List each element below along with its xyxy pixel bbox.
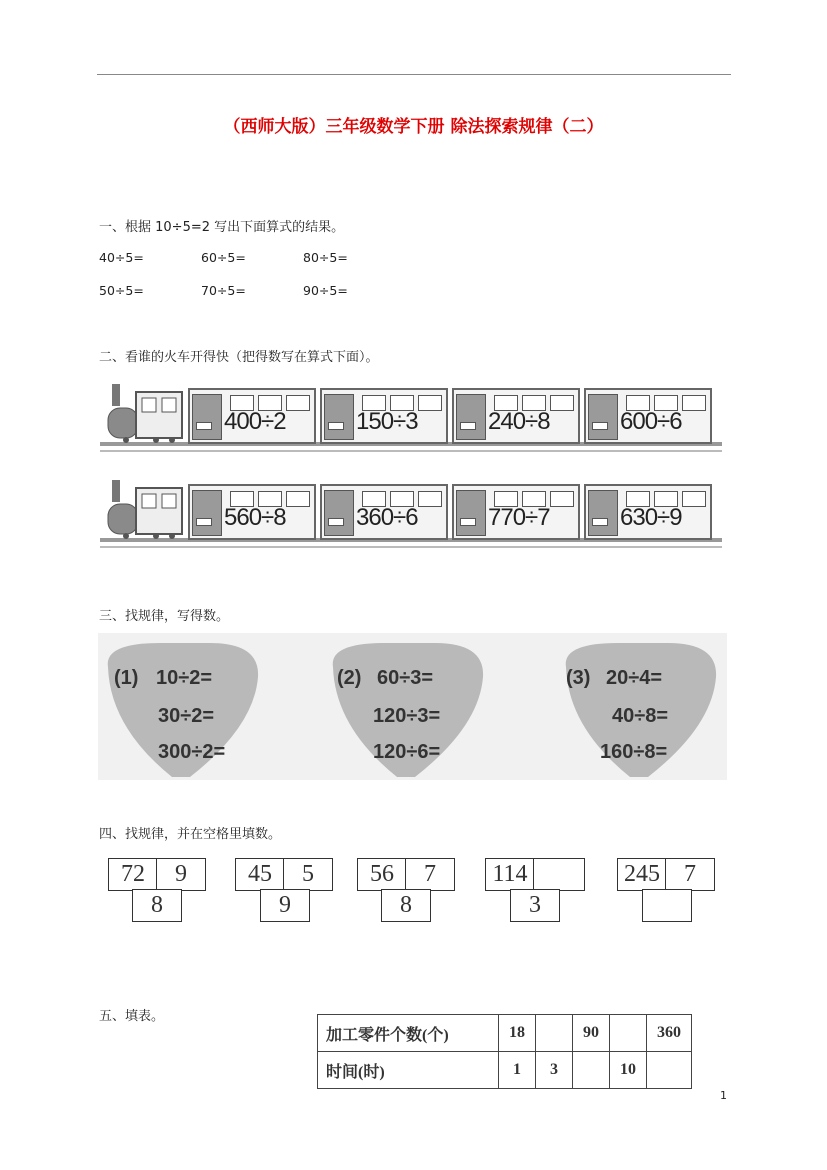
train-car (452, 388, 580, 444)
car-expression: 360÷6 (356, 504, 418, 531)
row-label: 时间(时) (318, 1052, 499, 1089)
fill-table (317, 1014, 692, 1089)
table-row (318, 1052, 692, 1089)
q1-expr: 90÷5= (303, 283, 348, 298)
group-line: 120÷3= (373, 705, 441, 727)
box-quotient-blank[interactable] (642, 889, 692, 922)
train-car (320, 484, 448, 540)
train-car (584, 388, 712, 444)
group-line: 10÷2= (156, 667, 213, 689)
page-title: （西师大版）三年级数学下册 除法探索规律（二） (223, 117, 604, 137)
table-cell: 1 (499, 1052, 536, 1089)
strawberry-group-2 (325, 637, 487, 779)
strawberry-group-3 (558, 637, 720, 779)
q3-heading: 三、找规律，写得数。 (99, 609, 230, 624)
q1-expr: 70÷5= (201, 283, 246, 298)
q4-heading: 四、找规律，并在空格里填数。 (99, 827, 282, 842)
box-divisor: 5 (283, 858, 333, 891)
box-dividend: 56 (357, 858, 407, 891)
row-label: 加工零件个数(个) (318, 1015, 499, 1052)
car-expression: 770÷7 (488, 504, 550, 531)
locomotive-icon (106, 476, 184, 540)
car-expression: 400÷2 (224, 408, 286, 435)
train-1 (100, 380, 722, 460)
q1-expr: 80÷5= (303, 250, 348, 265)
train-car (188, 484, 316, 540)
group-line: 40÷8= (612, 705, 669, 727)
car-expression: 560÷8 (224, 504, 286, 531)
group-line: 160÷8= (600, 741, 668, 763)
group-line: 300÷2= (158, 741, 226, 763)
group-line: 30÷2= (158, 705, 215, 727)
train-car (452, 484, 580, 540)
car-expression: 600÷6 (620, 408, 682, 435)
q5-heading: 五、填表。 (99, 1009, 165, 1024)
table-cell-blank[interactable] (610, 1015, 647, 1052)
q1-expr: 40÷5= (99, 250, 144, 265)
box-dividend: 114 (485, 858, 535, 891)
box-dividend: 245 (617, 858, 667, 891)
table-cell: 10 (610, 1052, 647, 1089)
group-label: (1) (114, 667, 139, 689)
q1-expr: 50÷5= (99, 283, 144, 298)
group-line: 120÷6= (373, 741, 441, 763)
box-quotient: 9 (260, 889, 310, 922)
table-cell-blank[interactable] (647, 1052, 692, 1089)
group-label: (3) (566, 667, 591, 689)
train-car (584, 484, 712, 540)
table-cell: 90 (573, 1015, 610, 1052)
box-quotient: 8 (381, 889, 431, 922)
table-cell: 3 (536, 1052, 573, 1089)
car-expression: 240÷8 (488, 408, 550, 435)
box-divisor: 7 (405, 858, 455, 891)
q1-expr: 60÷5= (201, 250, 246, 265)
car-expression: 150÷3 (356, 408, 418, 435)
train-car (320, 388, 448, 444)
box-quotient: 8 (132, 889, 182, 922)
group-line: 20÷4= (606, 667, 663, 689)
table-cell-blank[interactable] (536, 1015, 573, 1052)
header-rule (97, 74, 731, 75)
box-divisor: 9 (156, 858, 206, 891)
box-dividend: 72 (108, 858, 158, 891)
table-cell: 18 (499, 1015, 536, 1052)
table-cell: 360 (647, 1015, 692, 1052)
group-line: 60÷3= (377, 667, 434, 689)
box-dividend: 45 (235, 858, 285, 891)
locomotive-icon (106, 380, 184, 444)
q1-heading: 一、根据 10÷5=2 写出下面算式的结果。 (99, 220, 345, 235)
box-divisor: 7 (665, 858, 715, 891)
train-car (188, 388, 316, 444)
page-number: 1 (720, 1089, 727, 1102)
box-divisor-blank[interactable] (533, 858, 585, 891)
box-quotient: 3 (510, 889, 560, 922)
train-2 (100, 476, 722, 556)
table-row (318, 1015, 692, 1052)
table-cell-blank[interactable] (573, 1052, 610, 1089)
group-label: (2) (337, 667, 362, 689)
strawberry-group-1 (100, 637, 262, 779)
car-expression: 630÷9 (620, 504, 682, 531)
q2-heading: 二、看谁的火车开得快（把得数写在算式下面）。 (99, 350, 379, 365)
strawberry-panel (98, 633, 727, 780)
